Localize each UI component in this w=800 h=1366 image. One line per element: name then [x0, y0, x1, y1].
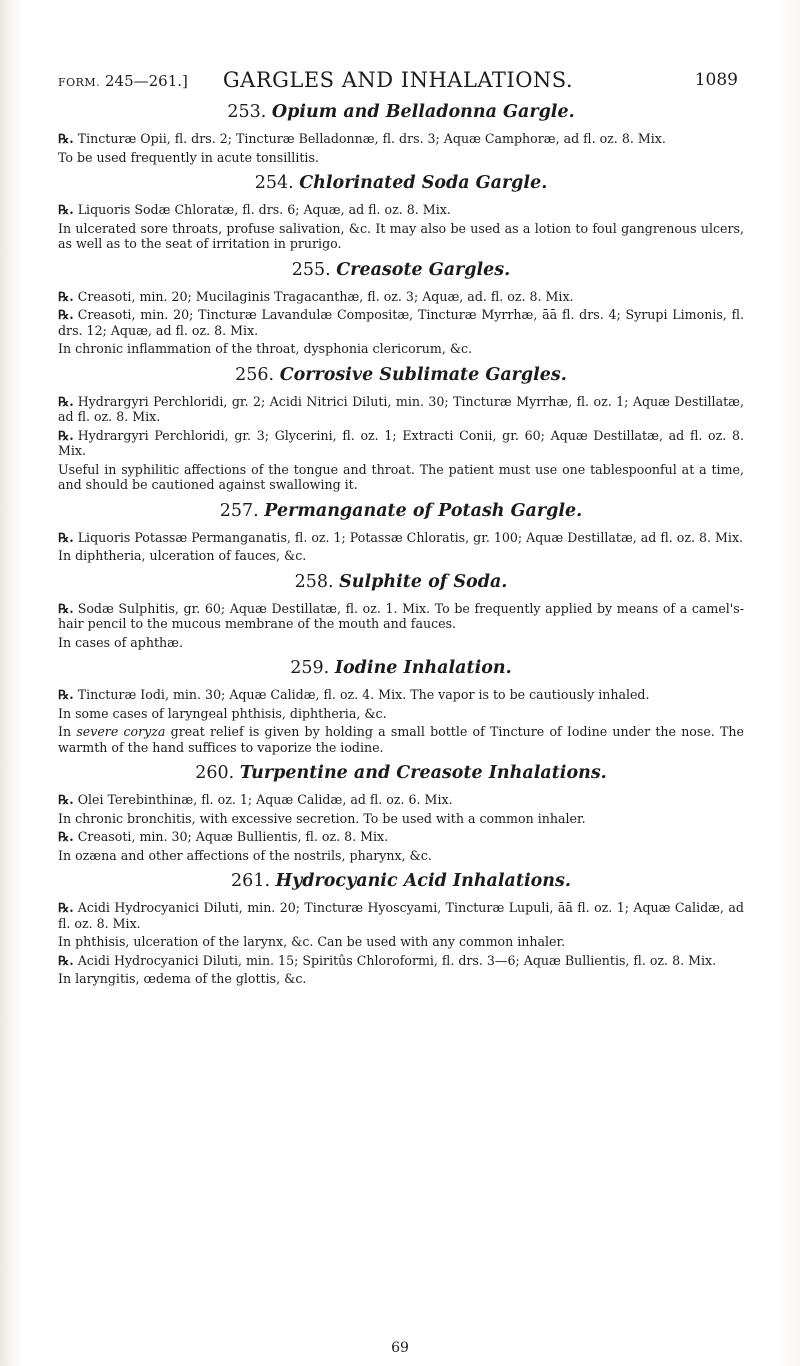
formula-heading: [58, 658, 744, 678]
paragraph-text: In chronic bronchitis, with excessive secretion. To be used with a common inhaler.: [58, 810, 586, 826]
indication-text: [58, 341, 744, 357]
prescription-line: [58, 307, 744, 338]
formula-number: 257.: [219, 500, 259, 521]
prescription-line: [58, 530, 744, 546]
formula-title: Corrosive Sublimate Gargles.: [279, 364, 567, 385]
prescription-line: [58, 900, 744, 931]
indication-text: [58, 811, 744, 827]
paragraph-text: Creasoti, min. 20; Tincturæ Lavandulæ Compositæ, Tincturæ Myrrhæ, āā fl. drs. 4; Syrupi Limonis, fl. drs. 12; Aquæ, ad fl. oz. 8. Mix.: [58, 307, 744, 338]
prescription-line: [58, 202, 744, 218]
formula-entry: [58, 572, 744, 651]
page-body: [58, 102, 744, 987]
paragraph-text: Sodæ Sulphitis, gr. 60; Aquæ Destillatæ, fl. oz. 1. Mix. To be frequently applied by means of a camel's-hair pencil to the mucous membrane of the mouth and fauces.: [58, 600, 744, 631]
paragraph-text: Acidi Hydrocyanici Diluti, min. 20; Tincturæ Hyoscyami, Tincturæ Lupuli, āā fl. oz. 1; Aquæ Calidæ, ad fl. oz. 8. Mix.: [58, 900, 744, 931]
formula-number: 253.: [227, 102, 267, 122]
formula-entry: [58, 658, 744, 755]
prescription-line: [58, 394, 744, 425]
formula-title: Hydrocyanic Acid Inhalations.: [275, 871, 571, 891]
rx-icon: ℞.: [58, 792, 74, 807]
rx-icon: ℞.: [58, 131, 74, 146]
formula-title: Turpentine and Creasote Inhalations.: [239, 763, 607, 783]
formula-heading: [58, 501, 744, 521]
paragraph-text: Acidi Hydrocyanici Diluti, min. 15; Spiritûs Chloroformi, fl. drs. 3—6; Aquæ Bullientis, fl. oz. 8. Mix.: [77, 952, 717, 968]
paragraph-text: In cases of aphthæ.: [58, 634, 183, 650]
prescription-line: [58, 601, 744, 632]
indication-text: [58, 548, 744, 564]
paragraph-text: In diphtheria, ulceration of fauces, &c.: [58, 548, 307, 563]
prescription-line: [58, 428, 744, 459]
formula-entry: [58, 260, 744, 357]
rx-icon: ℞.: [58, 529, 74, 545]
clinical-note: [58, 724, 744, 755]
formula-entry: [58, 173, 744, 252]
paragraph-text: In ozæna and other affections of the nostrils, pharynx, &c.: [58, 847, 432, 863]
formula-heading: [58, 871, 744, 891]
formula-number: 261.: [231, 871, 271, 891]
rx-icon: ℞.: [58, 202, 74, 217]
formula-heading: [58, 173, 744, 193]
running-head: [58, 68, 738, 94]
formula-number: 259.: [290, 658, 330, 678]
indication-text: [58, 934, 744, 950]
prescription-line: [58, 131, 744, 147]
rx-icon: ℞.: [58, 829, 74, 844]
paragraph-text: Liquoris Sodæ Chloratæ, fl. drs. 6; Aquæ, ad fl. oz. 8. Mix.: [77, 202, 451, 217]
form-range-value: 245—261.]: [104, 72, 188, 90]
formula-title: Permanganate of Potash Gargle.: [264, 500, 583, 521]
indication-text: [58, 848, 744, 864]
formula-heading: [58, 763, 744, 783]
prescription-line: [58, 289, 744, 305]
page-number: 1089: [694, 70, 738, 90]
paragraph-text: In laryngitis, œdema of the glottis, &c.: [58, 971, 307, 986]
formula-heading: [58, 365, 744, 385]
rx-icon: ℞.: [58, 900, 74, 915]
paragraph-text: Tincturæ Opii, fl. drs. 2; Tincturæ Belladonnæ, fl. drs. 3; Aquæ Camphoræ, ad fl. oz. 8. Mix.: [77, 131, 666, 146]
formula-entry: [58, 102, 744, 165]
formula-title: Creasote Gargles.: [336, 259, 511, 280]
indication-text: [58, 150, 744, 166]
rx-icon: ℞.: [58, 427, 74, 443]
formula-title: Opium and Belladonna Gargle.: [271, 102, 575, 122]
rx-icon: ℞.: [58, 687, 74, 702]
indication-text: [58, 635, 744, 651]
formula-entry: [58, 501, 744, 564]
rx-icon: ℞.: [58, 952, 74, 968]
formula-number: 255.: [291, 259, 331, 280]
indication-text: [58, 971, 744, 987]
paragraph-text: In chronic inflammation of the throat, dysphonia clericorum, &c.: [58, 341, 473, 356]
paragraph-text: Creasoti, min. 30; Aquæ Bullientis, fl. oz. 8. Mix.: [77, 829, 389, 844]
formula-entry: [58, 365, 744, 493]
paragraph-text: In phthisis, ulceration of the larynx, &c. Can be used with any common inhaler.: [58, 934, 566, 949]
rx-icon: ℞.: [58, 307, 74, 322]
indication-text: [58, 706, 744, 722]
prescription-line: [58, 792, 744, 808]
formula-entry: [58, 763, 744, 863]
formula-title: Sulphite of Soda.: [339, 571, 508, 592]
prescription-line: [58, 829, 744, 845]
paragraph-text: Hydrargyri Perchloridi, gr. 3; Glycerini, fl. oz. 1; Extracti Conii, gr. 60; Aquæ Destillatæ, ad fl. oz. 8. Mix.: [58, 427, 744, 458]
paragraph-text: Liquoris Potassæ Permanganatis, fl. oz. 1; Potassæ Chloratis, gr. 100; Aquæ Destillatæ, ad fl. oz. 8. Mix.: [77, 529, 744, 545]
rx-icon: ℞.: [58, 600, 74, 616]
paragraph-text: To be used frequently in acute tonsillitis.: [58, 149, 319, 165]
prescription-line: [58, 953, 744, 969]
signature-mark: 69: [391, 1340, 409, 1356]
note-lead: In: [58, 724, 72, 739]
formula-number: 254.: [254, 173, 294, 193]
paragraph-text: In some cases of laryngeal phthisis, diphtheria, &c.: [58, 705, 387, 721]
formula-number: 260.: [195, 763, 235, 783]
formula-number: 256.: [235, 364, 275, 385]
rx-icon: ℞.: [58, 288, 74, 304]
form-label: FORM.: [58, 76, 101, 89]
paragraph-text: Useful in syphilitic affections of the tongue and throat. The patient must use one tablespoonful at a time, and should be cautioned against swallowing it.: [58, 461, 744, 492]
paragraph-text: Hydrargyri Perchloridi, gr. 2; Acidi Nitrici Diluti, min. 30; Tincturæ Myrrhæ, fl. oz. 1; Aquæ Destillatæ, ad fl. oz. 8. Mix.: [58, 393, 744, 424]
paragraph-text: Creasoti, min. 20; Mucilaginis Tragacanthæ, fl. oz. 3; Aquæ, ad. fl. oz. 8. Mix.: [77, 288, 574, 304]
prescription-line: [58, 687, 744, 703]
formula-number: 258.: [294, 571, 334, 592]
note-rest: great relief is given by holding a small bottle of Tincture of Iodine under the nose. The warmth of the hand suffices to vaporize the iodine.: [58, 724, 744, 755]
indication-text: [58, 462, 744, 493]
indication-text: [58, 221, 744, 252]
formula-entry: [58, 871, 744, 987]
rx-icon: ℞.: [58, 393, 74, 409]
formula-heading: [58, 572, 744, 592]
formula-heading: [58, 102, 744, 122]
formula-heading: [58, 260, 744, 280]
note-emphasis: severe coryza: [76, 724, 166, 739]
paragraph-text: In ulcerated sore throats, profuse salivation, &c. It may also be used as a lotion to foul gangrenous ulcers, as well as to the seat of irritation in prurigo.: [58, 220, 744, 251]
running-title: GARGLES AND INHALATIONS.: [222, 68, 574, 92]
formula-title: Iodine Inhalation.: [334, 658, 512, 678]
paragraph-text: Olei Terebinthinæ, fl. oz. 1; Aquæ Calidæ, ad fl. oz. 6. Mix.: [77, 792, 453, 807]
paragraph-text: Tincturæ Iodi, min. 30; Aquæ Calidæ, fl. oz. 4. Mix. The vapor is to be cautiously inhaled.: [77, 687, 650, 702]
formula-title: Chlorinated Soda Gargle.: [299, 173, 548, 193]
